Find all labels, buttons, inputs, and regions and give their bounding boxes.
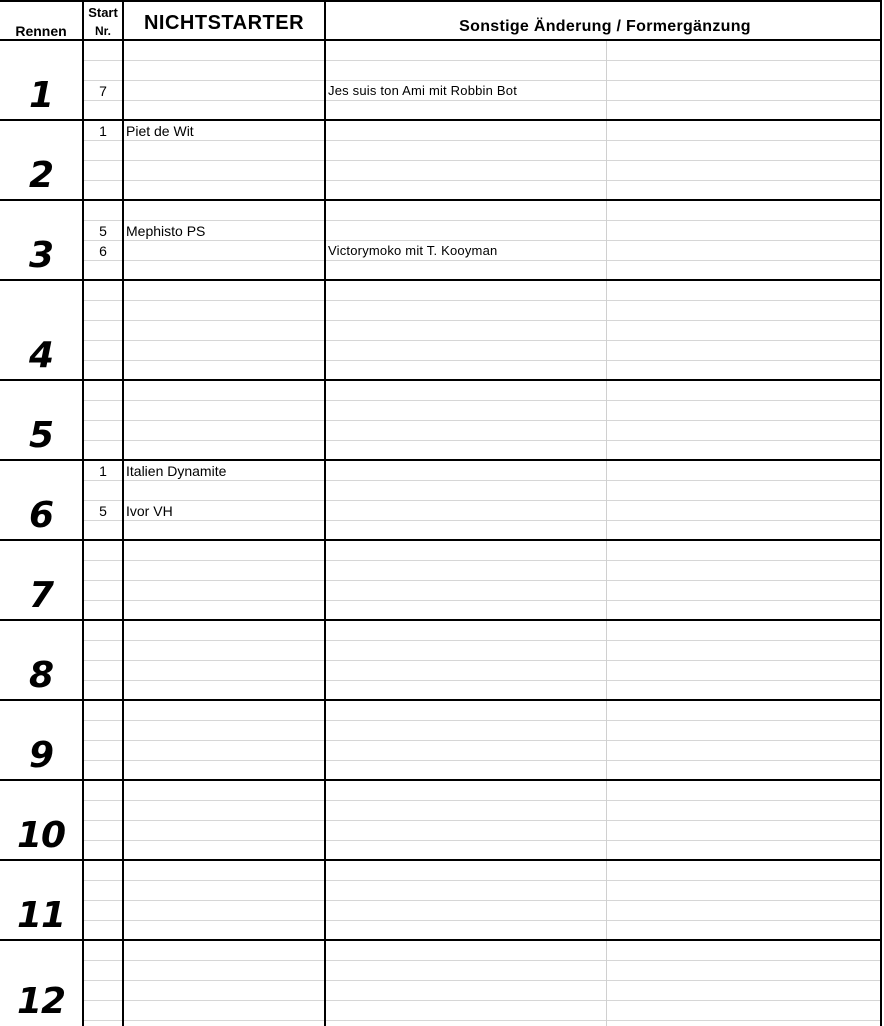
start-number-cell: 5 <box>99 223 107 239</box>
header-nichtstarter: NICHTSTARTER <box>143 12 305 34</box>
race-number: 8 <box>28 655 54 696</box>
row-gridline <box>84 960 880 961</box>
row-gridline <box>84 580 880 581</box>
row-gridline <box>84 760 880 761</box>
race-border <box>0 779 882 781</box>
row-gridline <box>84 180 880 181</box>
start-number-cell: 5 <box>99 503 107 519</box>
column-border <box>324 0 326 1026</box>
header-nr-label: Nr. <box>94 24 111 38</box>
row-gridline <box>84 660 880 661</box>
race-number: 6 <box>28 495 54 536</box>
row-gridline <box>84 1020 880 1021</box>
row-gridline <box>84 600 880 601</box>
row-gridline <box>84 440 880 441</box>
row-gridline <box>84 680 880 681</box>
start-number-cell: 7 <box>99 83 107 99</box>
start-number-cell: 1 <box>99 123 107 139</box>
start-number-cell: 1 <box>99 463 107 479</box>
race-number: 1 <box>28 75 54 116</box>
row-gridline <box>84 920 880 921</box>
row-gridline <box>84 400 880 401</box>
race-number: 12 <box>16 981 66 1022</box>
race-border <box>0 199 882 201</box>
race-border <box>0 699 882 701</box>
race-border <box>0 539 882 541</box>
row-gridline <box>84 420 880 421</box>
row-gridline <box>84 1000 880 1001</box>
row-gridline <box>84 160 880 161</box>
race-border <box>0 939 882 941</box>
row-gridline <box>84 820 880 821</box>
race-number: 5 <box>28 415 54 456</box>
row-gridline <box>84 340 880 341</box>
start-number-cell: 6 <box>99 243 107 259</box>
row-gridline <box>84 300 880 301</box>
race-border <box>0 279 882 281</box>
top-border <box>0 0 882 2</box>
row-gridline <box>84 740 880 741</box>
row-gridline <box>84 640 880 641</box>
header-rennen: Rennen <box>15 23 67 39</box>
row-gridline <box>84 800 880 801</box>
column-border <box>122 0 124 1026</box>
race-border <box>0 379 882 381</box>
row-gridline <box>84 320 880 321</box>
row-gridline <box>84 720 880 721</box>
race-border <box>0 619 882 621</box>
header-start-label: Start <box>88 5 118 20</box>
row-gridline <box>84 880 880 881</box>
race-number: 10 <box>16 815 66 856</box>
race-number: 9 <box>28 735 54 776</box>
column-border <box>880 0 882 1026</box>
change-cell: Victorymoko mit T. Kooyman <box>328 243 498 258</box>
race-border <box>0 859 882 861</box>
row-gridline <box>84 560 880 561</box>
race-number: 11 <box>16 895 66 936</box>
header-sonstige-aenderung: Sonstige Änderung / Formergänzung <box>459 18 751 35</box>
race-number: 2 <box>28 155 54 196</box>
race-number: 4 <box>28 335 54 376</box>
nichtstarter-cell: Mephisto PS <box>126 223 206 239</box>
row-gridline <box>84 900 880 901</box>
column-gridline <box>606 40 607 1026</box>
nichtstarter-cell: Ivor VH <box>126 503 173 519</box>
race-number: 3 <box>28 235 54 276</box>
header-border <box>0 39 882 41</box>
row-gridline <box>84 60 880 61</box>
nichtstarter-cell: Piet de Wit <box>126 123 194 139</box>
change-cell: Jes suis ton Ami mit Robbin Bot <box>328 83 517 98</box>
nichtstarter-cell: Italien Dynamite <box>126 463 227 479</box>
row-gridline <box>84 840 880 841</box>
row-gridline <box>84 980 880 981</box>
row-gridline <box>84 360 880 361</box>
race-number: 7 <box>28 575 54 616</box>
